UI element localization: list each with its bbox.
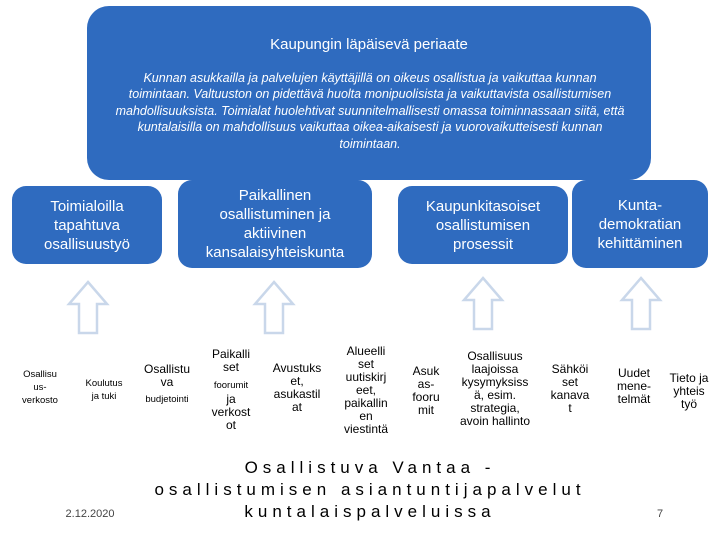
item-foorumit: foorumit <box>213 379 249 391</box>
item-avustukset: Avustuks et, asukastil at <box>272 361 322 414</box>
item-ja-verkostot: ja verkost ot <box>211 391 251 432</box>
category-label-toimialat: Toimialoilla tapahtuva osallisuustyö <box>44 197 130 253</box>
up-arrow-icon <box>66 280 110 336</box>
up-arrow-icon <box>252 280 296 336</box>
principle-description: Kunnan asukkailla ja palvelujen käyttäjillä on oikeus osallistua ja vaikuttaa kunnan toimintaan. Valtuuston on pidettävä huolta monipuolisista ja vaikuttavista osallistumisen mahdollisuuksista. Toimialat huolehtivat suunnitelmallisesti omassa toiminnassaan siitä, että kuntalaisilla on mahdollisuus vaikuttaa oikea-aikaisesti ja vuorovaikutteisesti kunnan toimintaan. <box>115 71 625 151</box>
category-card-paikallinen <box>178 180 372 268</box>
item-osallisuusverkosto: Osallisu us-verkosto <box>22 368 58 406</box>
category-label-kaupunkitasoiset: Kaupunkitasoiset osallistumisen prosessit <box>425 197 541 253</box>
item-alueelliset-uutiskirjeet: Alueelli set uutiskirj eet, paikallin en viestintä <box>343 343 389 436</box>
category-label-paikallinen: Paikallinen osallistuminen ja aktiivinen kansalaisyhteiskunta <box>205 187 345 261</box>
principle-title: Kaupungin läpäisevä periaate <box>270 36 468 53</box>
tagline-line-1: Osallistuva Vantaa - <box>244 458 496 477</box>
tagline <box>120 457 620 523</box>
item-tieto-ja-yhteistyo: Tieto ja yhteis työ <box>669 370 709 411</box>
category-card-kaupunkitasoiset <box>398 186 568 264</box>
item-osallistuva: Osallistu va <box>144 362 191 389</box>
slide-date: 2.12.2020 <box>65 508 115 520</box>
tagline-line-2: osallistumisen asiantuntijapalvelut <box>154 480 586 499</box>
item-osallisuus-laajoissa: Osallisuus laajoissa kysymyksiss ä, esim. strategia, avoin hallinto <box>459 349 531 428</box>
tagline-line-3: kuntalaispalveluissa <box>244 502 496 521</box>
item-koulutus-ja-tuki: Koulutus ja tuki <box>85 378 123 402</box>
item-paikalliset: Paikalli set <box>211 347 250 374</box>
item-uudet-menetelmat: Uudet mene-telmät <box>616 365 651 406</box>
item-budjetointi: budjetointi <box>145 393 189 405</box>
item-asukasfoorumit: Asuk as-fooru mit <box>412 364 440 417</box>
category-card-toimialat <box>12 186 162 264</box>
up-arrow-icon <box>619 276 663 332</box>
category-card-kuntademokratia <box>572 180 708 268</box>
up-arrow-icon <box>461 276 505 332</box>
item-sahkoiset-kanavat: Sähköi set kanava t <box>550 362 590 415</box>
category-label-kuntademokratia: Kunta-demokratian kehittäminen <box>597 196 683 252</box>
slide-number: 7 <box>656 508 664 520</box>
